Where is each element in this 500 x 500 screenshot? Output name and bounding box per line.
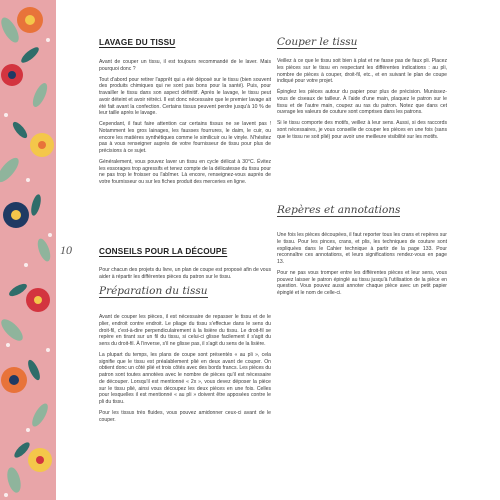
lavage-section xyxy=(99,59,271,190)
conseils-section xyxy=(99,267,271,285)
preparation-paragraph-1: Avant de couper les pièces, il est nécessaire de repasser le tissu et de le plier, endroit contre endroit. Le pliage du tissu s'effectue dans le sens du droit-fil, c'est-à-dire perpendiculairement à la lisière du tissu. Le droit-fil se repère en tirant sur un fil du tissu, si celui-ci glisse facilement il s'agit du sens du droit-fil. À l'inverse, s'il ne glisse pas, il s'agit du sens de la lisière. xyxy=(99,314,271,347)
couper-section xyxy=(277,58,447,144)
page-number: 10 xyxy=(60,243,72,257)
preparation-section xyxy=(99,314,271,427)
lavage-paragraph-3: Cependant, il faut faire attention car certains tissus ne se lavent pas ! Notamment les gros lainages, les fausses fourrures, le daim, le cuir, ou encore les matières synthétiques comme le similicuir ou le vinyle. N'hésitez pas à vous renseigner auprès de votre fournisseur de tissu pour plus de précisions à ce sujet. xyxy=(99,121,271,154)
reperes-section xyxy=(277,232,447,301)
lavage-paragraph-2: Tout d'abord pour retirer l'apprêt qui a été déposé sur le tissu (bien souvent des produits chimiques qui ne sont pas bons pour la santé). Puis, pour travailler le tissu dans son aspect définitif. Après le lavage, le tissu peut avoir déteint et avoir rétréci. Il est donc nécessaire que le premier lavage ait été fait avant la confection. Certains tissus peuvent perdre jusqu'à 10 % de leur taille après le lavage. xyxy=(99,76,271,117)
floral-border xyxy=(0,0,56,500)
floral-pattern-illustration xyxy=(0,0,56,500)
couper-paragraph-3: Si le tissu comporte des motifs, veillez à leur sens. Aussi, si des raccords sont nécessaires, je vous conseille de couper les pièces en une fois (sans que le tissu ne soit plié) pour avoir une meilleure visibilité sur les motifs. xyxy=(277,120,447,140)
reperes-paragraph-2: Pour ne pas vous tromper entre les différentes pièces et leur sens, vous pouvez laisser le patron épinglé au tissu jusqu'à l'utilisation de la pièce en question. Vous pouvez aussi annoter chaque pièce avec un petit papier épinglé et le nom de celle-ci. xyxy=(277,269,447,296)
conseils-paragraph-1: Pour chacun des projets du livre, un plan de coupe est proposé afin de vous aider à répartir les différentes pièces du patron sur le tissu. xyxy=(99,267,271,280)
lavage-paragraph-4: Généralement, vous pouvez laver un tissu en cycle délicat à 30°C. Évitez les essorages trop agressifs et tenez compte de la délicatesse du tissu pour ne pas trop le froisser ou l'abîmer. Là encore, renseignez-vous auprès de votre fournisseur ou sur les fiches produit des merceries en ligne. xyxy=(99,158,271,185)
preparation-paragraph-2: La plupart du temps, les plans de coupe sont présentés « au pli », cela signifie que le tissu est préalablement plié en deux avant de couper. On obtient donc un côté plié et trois côtés avec des bords francs. Les pièces du patron sont toutes annotées avec le nombre de pièces qu'il est nécessaire de découper. Lorsqu'il est mentionné « 2x », vous devez déposer la pièce sur le tissu plié, ainsi vous découpez les deux pièces en une fois. Celles pour lesquelles il est mentionné « au pli » doivent être apposées contre le pli du tissu. xyxy=(99,351,271,405)
lavage-heading: LAVAGE DU TISSU xyxy=(99,38,176,47)
preparation-heading: Préparation du tissu xyxy=(99,285,208,297)
reperes-paragraph-1: Une fois les pièces découpées, il faut reporter tous les crans et repères sur le tissu. Pour les pinces, crans, et plis, les techniques de couture sont expliquées dans le Cahier technique à partir de la page 133. Pour reconnaître ces annotations, et leurs significations rendez-vous en page 13. xyxy=(277,232,447,265)
conseils-heading: CONSEILS POUR LA DÉCOUPE xyxy=(99,247,228,256)
preparation-paragraph-3: Pour les tissus très fluides, vous pouvez amidonner ceux-ci avant de le couper. xyxy=(99,409,271,423)
couper-heading: Couper le tissu xyxy=(277,36,358,48)
couper-paragraph-2: Épinglez les pièces autour du papier pour plus de précision. Munissez-vous de ciseaux de tailleur. À l'aide d'une main, plaquez le patron sur le tissu et de l'autre main, coupez au ras du patron. Notez que dans cet ouvrage les valeurs de couture sont comprises dans les patrons. xyxy=(277,89,447,116)
reperes-heading: Repères et annotations xyxy=(277,204,401,216)
couper-paragraph-1: Veillez à ce que le tissu soit bien à plat et ne fasse pas de faux pli. Placez les pièces sur le tissu en respectant les différentes indications : au pli, nombre de pièces à couper, droit-fil, etc., et en suivant le plan de coupe indiqué pour votre projet. xyxy=(277,58,447,85)
lavage-paragraph-1: Avant de couper un tissu, il est toujours recommandé de le laver. Mais pourquoi donc ? xyxy=(99,59,271,72)
